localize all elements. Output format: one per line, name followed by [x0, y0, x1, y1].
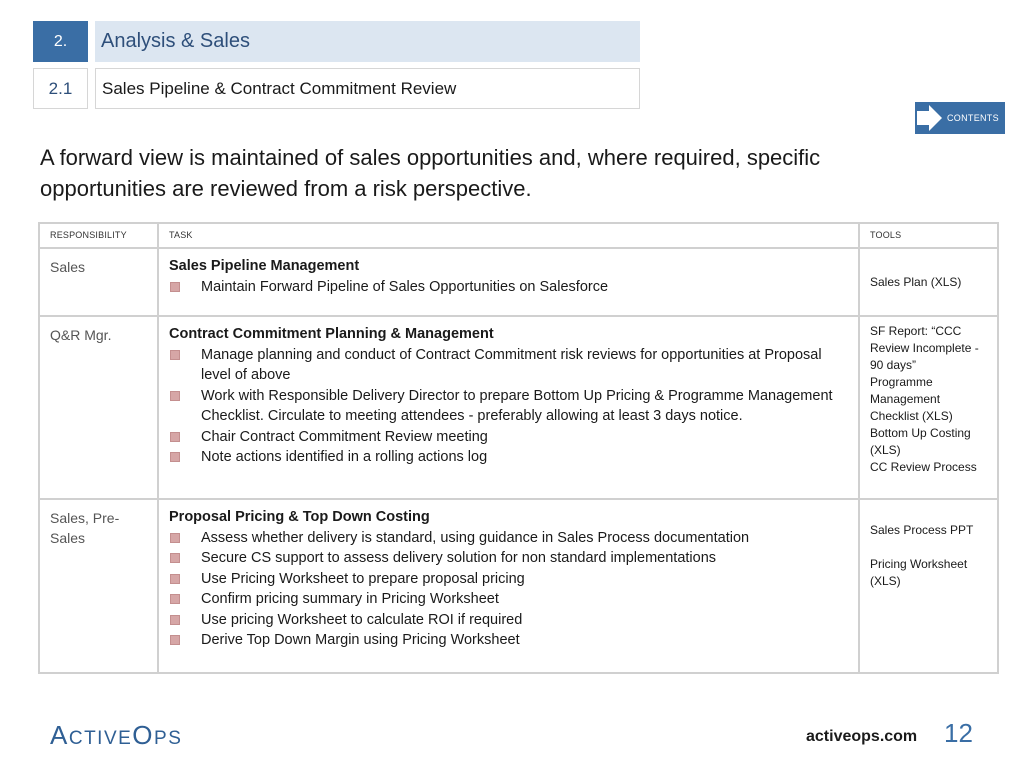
task-cell	[158, 248, 859, 316]
footer-url[interactable]: activeops.com	[806, 728, 918, 745]
square-bullet-icon	[170, 615, 180, 625]
tool-item: Sales Process PPT	[870, 523, 974, 537]
square-bullet-icon	[170, 282, 180, 292]
list-item-text: Manage planning and conduct of Contract Commitment risk reviews for opportunities at Proposal level of above	[201, 346, 822, 383]
task-title: Contract Commitment Planning & Management	[169, 326, 494, 342]
list-item	[169, 447, 848, 468]
list-item-text: Derive Top Down Margin using Pricing Worksheet	[201, 632, 520, 648]
list-item	[169, 528, 848, 549]
list-item-text: Use pricing Worksheet to calculate ROI if required	[201, 611, 523, 628]
list-item	[169, 386, 848, 427]
page-number: 12	[944, 718, 973, 748]
tool-item: Bottom Up Costing (XLS)	[870, 426, 971, 457]
list-item	[169, 427, 848, 448]
tool-item: Pricing Worksheet (XLS)	[870, 557, 968, 588]
header-tools: TOOLS	[859, 223, 998, 248]
task-cell	[158, 499, 859, 673]
tools-cell	[859, 316, 998, 499]
activeops-logo	[50, 720, 190, 750]
subsection-number: 2.1	[33, 68, 88, 109]
square-bullet-icon	[170, 553, 180, 563]
list-item-text: Confirm pricing summary in Pricing Worksheet	[201, 591, 499, 607]
subsection-header	[33, 68, 640, 109]
square-bullet-icon	[170, 533, 180, 543]
square-bullet-icon	[170, 574, 180, 584]
tools-cell	[859, 499, 998, 673]
task-title: Sales Pipeline Management	[169, 258, 360, 274]
square-bullet-icon	[170, 432, 180, 442]
list-item-text: Use Pricing Worksheet to prepare proposal pricing	[201, 570, 525, 587]
svg-text:ACTIVEOPS: ACTIVEOPS	[50, 720, 183, 750]
task-cell	[158, 316, 859, 499]
list-item	[169, 589, 848, 610]
subsection-title: Sales Pipeline & Contract Commitment Review	[95, 68, 640, 109]
responsibility-table	[38, 222, 999, 674]
arrow-right-icon	[915, 102, 943, 134]
page-headline: A forward view is maintained of sales opportunities and, where required, specific opportunities are reviewed from a risk perspective.	[40, 145, 821, 201]
square-bullet-icon	[170, 350, 180, 360]
task-bullets	[169, 277, 848, 298]
square-bullet-icon	[170, 635, 180, 645]
list-item-text: Work with Responsible Delivery Director to prepare Bottom Up Pricing & Programme Management Checklist. Circulate to meeting attendees - preferably allowing at least 3 days notice.	[201, 387, 833, 424]
section-header	[33, 21, 640, 62]
list-item-text: Assess whether delivery is standard, using guidance in Sales Process documentation	[201, 529, 750, 546]
table-row	[39, 248, 998, 316]
list-item	[169, 569, 848, 590]
task-bullets	[169, 528, 848, 651]
responsibility-cell: Sales, Pre-Sales	[39, 499, 158, 673]
list-item	[169, 610, 848, 631]
square-bullet-icon	[170, 391, 180, 401]
table-header-row	[39, 223, 998, 248]
list-item	[169, 277, 848, 298]
tool-spacer	[870, 539, 987, 556]
list-item-text: Chair Contract Commitment Review meeting	[201, 428, 488, 445]
tool-item: SF Report: “CCC Review Incomplete - 90 days”	[870, 324, 979, 372]
responsibility-cell: Sales	[39, 248, 158, 316]
task-bullets	[169, 345, 848, 468]
tools-cell	[859, 248, 998, 316]
responsibility-cell: Q&R Mgr.	[39, 316, 158, 499]
tool-item: Sales Plan (XLS)	[870, 274, 962, 289]
list-item-text: Note actions identified in a rolling actions log	[201, 449, 488, 465]
square-bullet-icon	[170, 594, 180, 604]
contents-button[interactable]	[915, 102, 1005, 134]
list-item	[169, 548, 848, 569]
table-row	[39, 316, 998, 499]
square-bullet-icon	[170, 452, 180, 462]
contents-label: CONTENTS	[947, 113, 999, 123]
list-item-text: Secure CS support to assess delivery solution for non standard implementations	[201, 550, 717, 566]
list-item-text: Maintain Forward Pipeline of Sales Opportunities on Salesforce	[201, 278, 609, 295]
list-item	[169, 345, 848, 386]
tool-item: Programme Management Checklist (XLS)	[870, 375, 953, 423]
section-number: 2.	[33, 21, 88, 62]
task-title: Proposal Pricing & Top Down Costing	[169, 509, 430, 525]
tool-item: CC Review Process	[870, 460, 977, 474]
table-row	[39, 499, 998, 673]
header-task: TASK	[158, 223, 859, 248]
section-title: Analysis & Sales	[95, 21, 640, 62]
header-responsibility: RESPONSIBILITY	[39, 223, 158, 248]
list-item	[169, 630, 848, 651]
